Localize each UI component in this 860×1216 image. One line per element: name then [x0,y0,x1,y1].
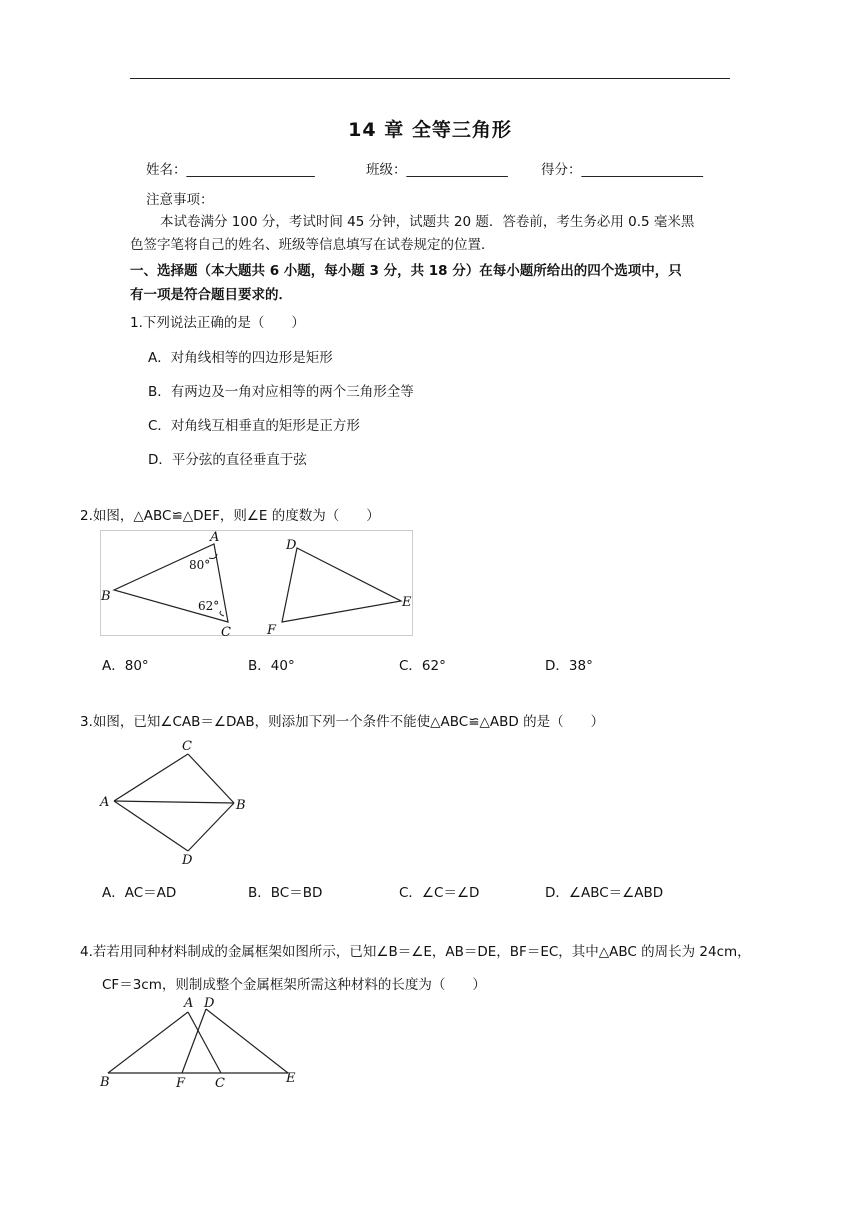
q3-option-b[interactable]: B．BC＝BD [248,885,323,901]
question-2-stem: 2.如图，△ABC≌△DEF，则∠E 的度数为（ ） [80,508,380,524]
label-e: E [402,595,412,610]
segment-de [206,1009,288,1073]
q1-option-d[interactable]: D．平分弦的直径垂直于弦 [148,452,307,468]
angle-c-arc [220,611,224,616]
segment-ba [108,1012,188,1073]
page-title: 14 章 全等三角形 [348,119,512,141]
q4-figure [96,995,306,1095]
label-c: C [182,739,192,754]
segment-ac [114,754,188,801]
label-b: B [100,1075,110,1090]
label-f: F [176,1076,186,1091]
q2-option-b[interactable]: B．40° [248,658,295,674]
question-4-stem-line-2: CF＝3cm，则制成整个金属框架所需这种材料的长度为（ ） [102,977,486,993]
q3-option-a[interactable]: A．AC＝AD [102,885,177,901]
angle-label-62: 62° [198,599,220,613]
q2-figure [100,530,415,640]
q3-option-c[interactable]: C．∠C＝∠D [399,885,480,901]
q2-option-a[interactable]: A．80° [102,658,149,674]
label-c: C [215,1076,225,1091]
section1-line-2: 有一项是符合题目要求的． [130,287,292,303]
q1-option-b[interactable]: B．有两边及一角对应相等的两个三角形全等 [148,384,414,400]
segment-fd [182,1009,206,1073]
segment-ab [114,801,234,803]
label-a: A [210,530,220,545]
q2-option-d[interactable]: D．38° [545,658,593,674]
label-c: C [221,625,231,640]
label-f: F [267,623,277,638]
segment-cb [188,754,234,803]
segment-ad [114,801,188,851]
q3-figure [96,736,256,868]
q1-option-c[interactable]: C．对角线互相垂直的矩形是正方形 [148,418,360,434]
label-b: B [236,798,246,813]
notice-line-2: 色签字笔将自己的姓名、班级等信息填写在试卷规定的位置． [130,237,495,253]
notice-line-1: 本试卷满分 100 分，考试时间 45 分钟，试题共 20 题．答卷前，考生务必用 0.5 毫米黑 [160,214,695,230]
label-d: D [182,853,193,868]
label-b: B [101,589,111,604]
label-a: A [100,795,110,810]
label-d: D [286,538,297,553]
triangle-def [282,548,401,622]
angle-label-80: 80° [189,558,211,572]
score-field[interactable]: 得分：__________________ [541,162,703,178]
label-a: A [184,996,194,1011]
q1-option-a[interactable]: A．对角线相等的四边形是矩形 [148,350,333,366]
name-field[interactable]: 姓名：___________________ [146,162,315,178]
top-rule [130,78,730,79]
section1-line-1: 一、选择题（本大题共 6 小题，每小题 3 分，共 18 分）在每小题所给出的四个选项中，只 [130,263,682,279]
question-4-stem-line-1: 4.若若用同种材料制成的金属框架如图所示，已知∠B＝∠E，AB＝DE，BF＝EC，其中△ABC 的周长为 24cm， [80,944,751,960]
label-e: E [286,1071,296,1086]
notice-heading: 注意事项： [146,192,214,208]
q2-option-c[interactable]: C．62° [399,658,446,674]
question-3-stem: 3.如图，已知∠CAB＝∠DAB，则添加下列一个条件不能使△ABC≌△ABD 的是（ ） [80,714,605,730]
label-d: D [204,996,215,1011]
question-1-stem: 1.下列说法正确的是（ ） [130,315,305,331]
segment-db [188,803,234,851]
q3-option-d[interactable]: D．∠ABC＝∠ABD [545,885,664,901]
class-field[interactable]: 班级：_______________ [366,162,508,178]
